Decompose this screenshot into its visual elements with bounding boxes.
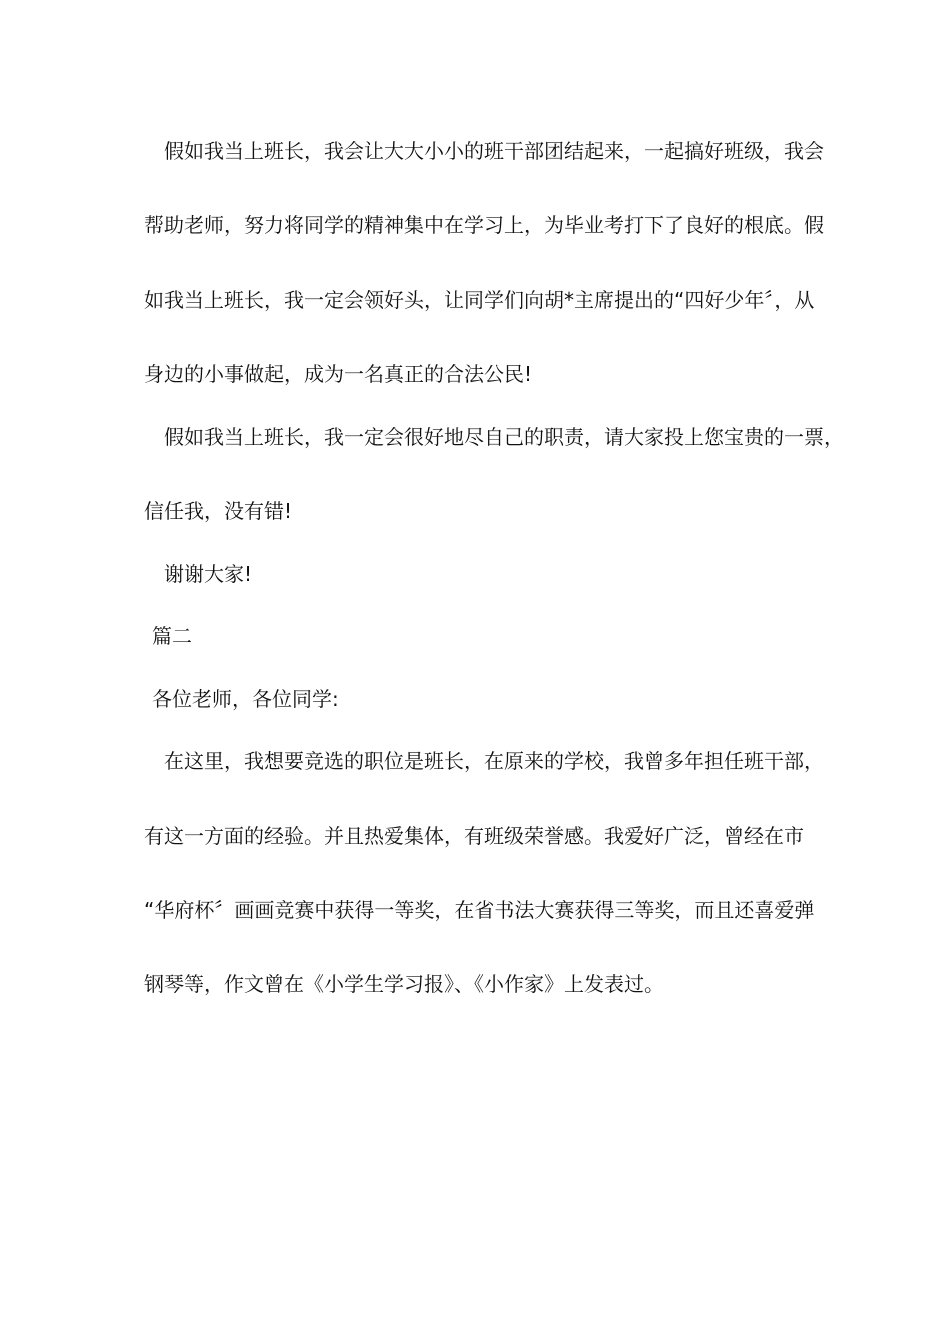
text-line: 在这里，我想要竞选的职位是班长，在原来的学校，我曾多年担任班干部， [164, 749, 824, 773]
text-line: 帮助老师，努力将同学的精神集中在学习上，为毕业考打下了良好的根底。假 [144, 213, 824, 237]
text-line: 身边的小事做起，成为一名真正的合法公民! [144, 362, 533, 386]
text-line: “华府杯〞画画竞赛中获得一等奖，在省书法大赛获得三等奖，而且还喜爱弹 [144, 898, 815, 922]
text-line: 如我当上班长，我一定会领好头，让同学们向胡*主席提出的“四好少年〞，从 [144, 288, 815, 312]
text-line: 有这一方面的经验。并且热爱集体，有班级荣誉感。我爱好广泛，曾经在市 [144, 824, 804, 848]
section-heading: 篇二 [152, 624, 192, 648]
text-line: 谢谢大家! [164, 562, 253, 586]
text-line: 钢琴等，作文曾在《小学生学习报》、《小作家》上发表过。 [144, 972, 664, 996]
text-line: 信任我，没有错! [144, 499, 293, 523]
text-line: 假如我当上班长，我会让大大小小的班干部团结起来，一起搞好班级，我会 [164, 139, 824, 163]
salutation: 各位老师，各位同学: [152, 687, 339, 711]
text-line: 假如我当上班长，我一定会很好地尽自己的职责，请大家投上您宝贵的一票， [164, 425, 844, 449]
